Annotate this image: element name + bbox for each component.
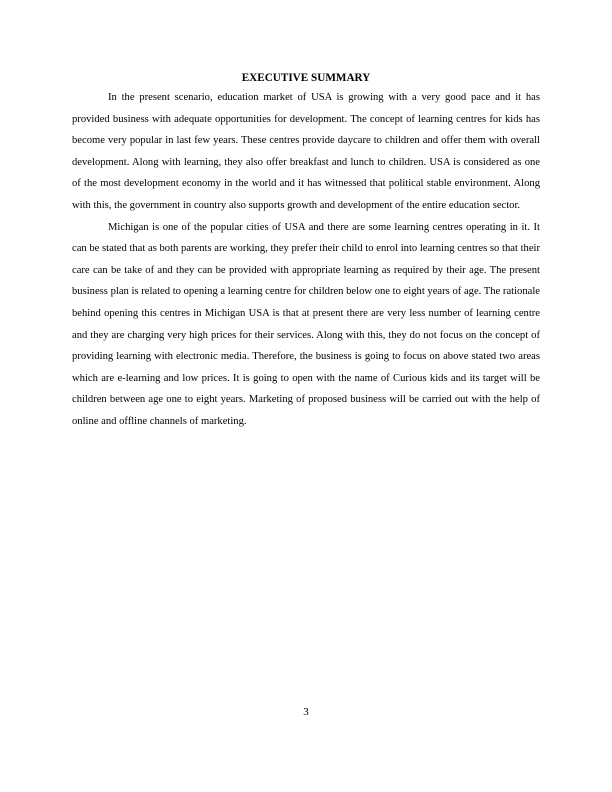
- section-heading: EXECUTIVE SUMMARY: [241, 72, 371, 84]
- page-content: [72, 70, 540, 433]
- paragraph-1: In the present scenario, education market of USA is growing with a very good pace and it has provided business with adequate opportunities for development. The concept of learning centres for kids has become very popular in last few years. These centres provide daycare to children and offer them with overall development. Along with learning, they also offer breakfast and lunch to children. USA is considered as one of the most development economy in the world and it has witnessed that political stable environment. Along with this, the government in country also supports growth and development of the entire education sector.: [72, 92, 540, 211]
- paragraph-2: Michigan is one of the popular cities of USA and there are some learning centres operating in it. It can be stated that as both parents are working, they prefer their child to enrol into learning centres so that their care can be take of and they can be provided with appropriate learning as required by their age. The present business plan is related to opening a learning centre for children below one to eight years of age. The rationale behind opening this centres in Michigan USA is that at present there are very less number of learning centre and they are charging very high prices for their services. Along with this, they do not focus on the concept of providing learning with electronic media. Therefore, the business is going to focus on above stated two areas which are e-learning and low prices. It is going to open with the name of Curious kids and its target will be children between age one to eight years. Marketing of proposed business will be carried out with the help of online and offline channels of marketing.: [72, 221, 540, 427]
- page-number: 3: [303, 706, 309, 718]
